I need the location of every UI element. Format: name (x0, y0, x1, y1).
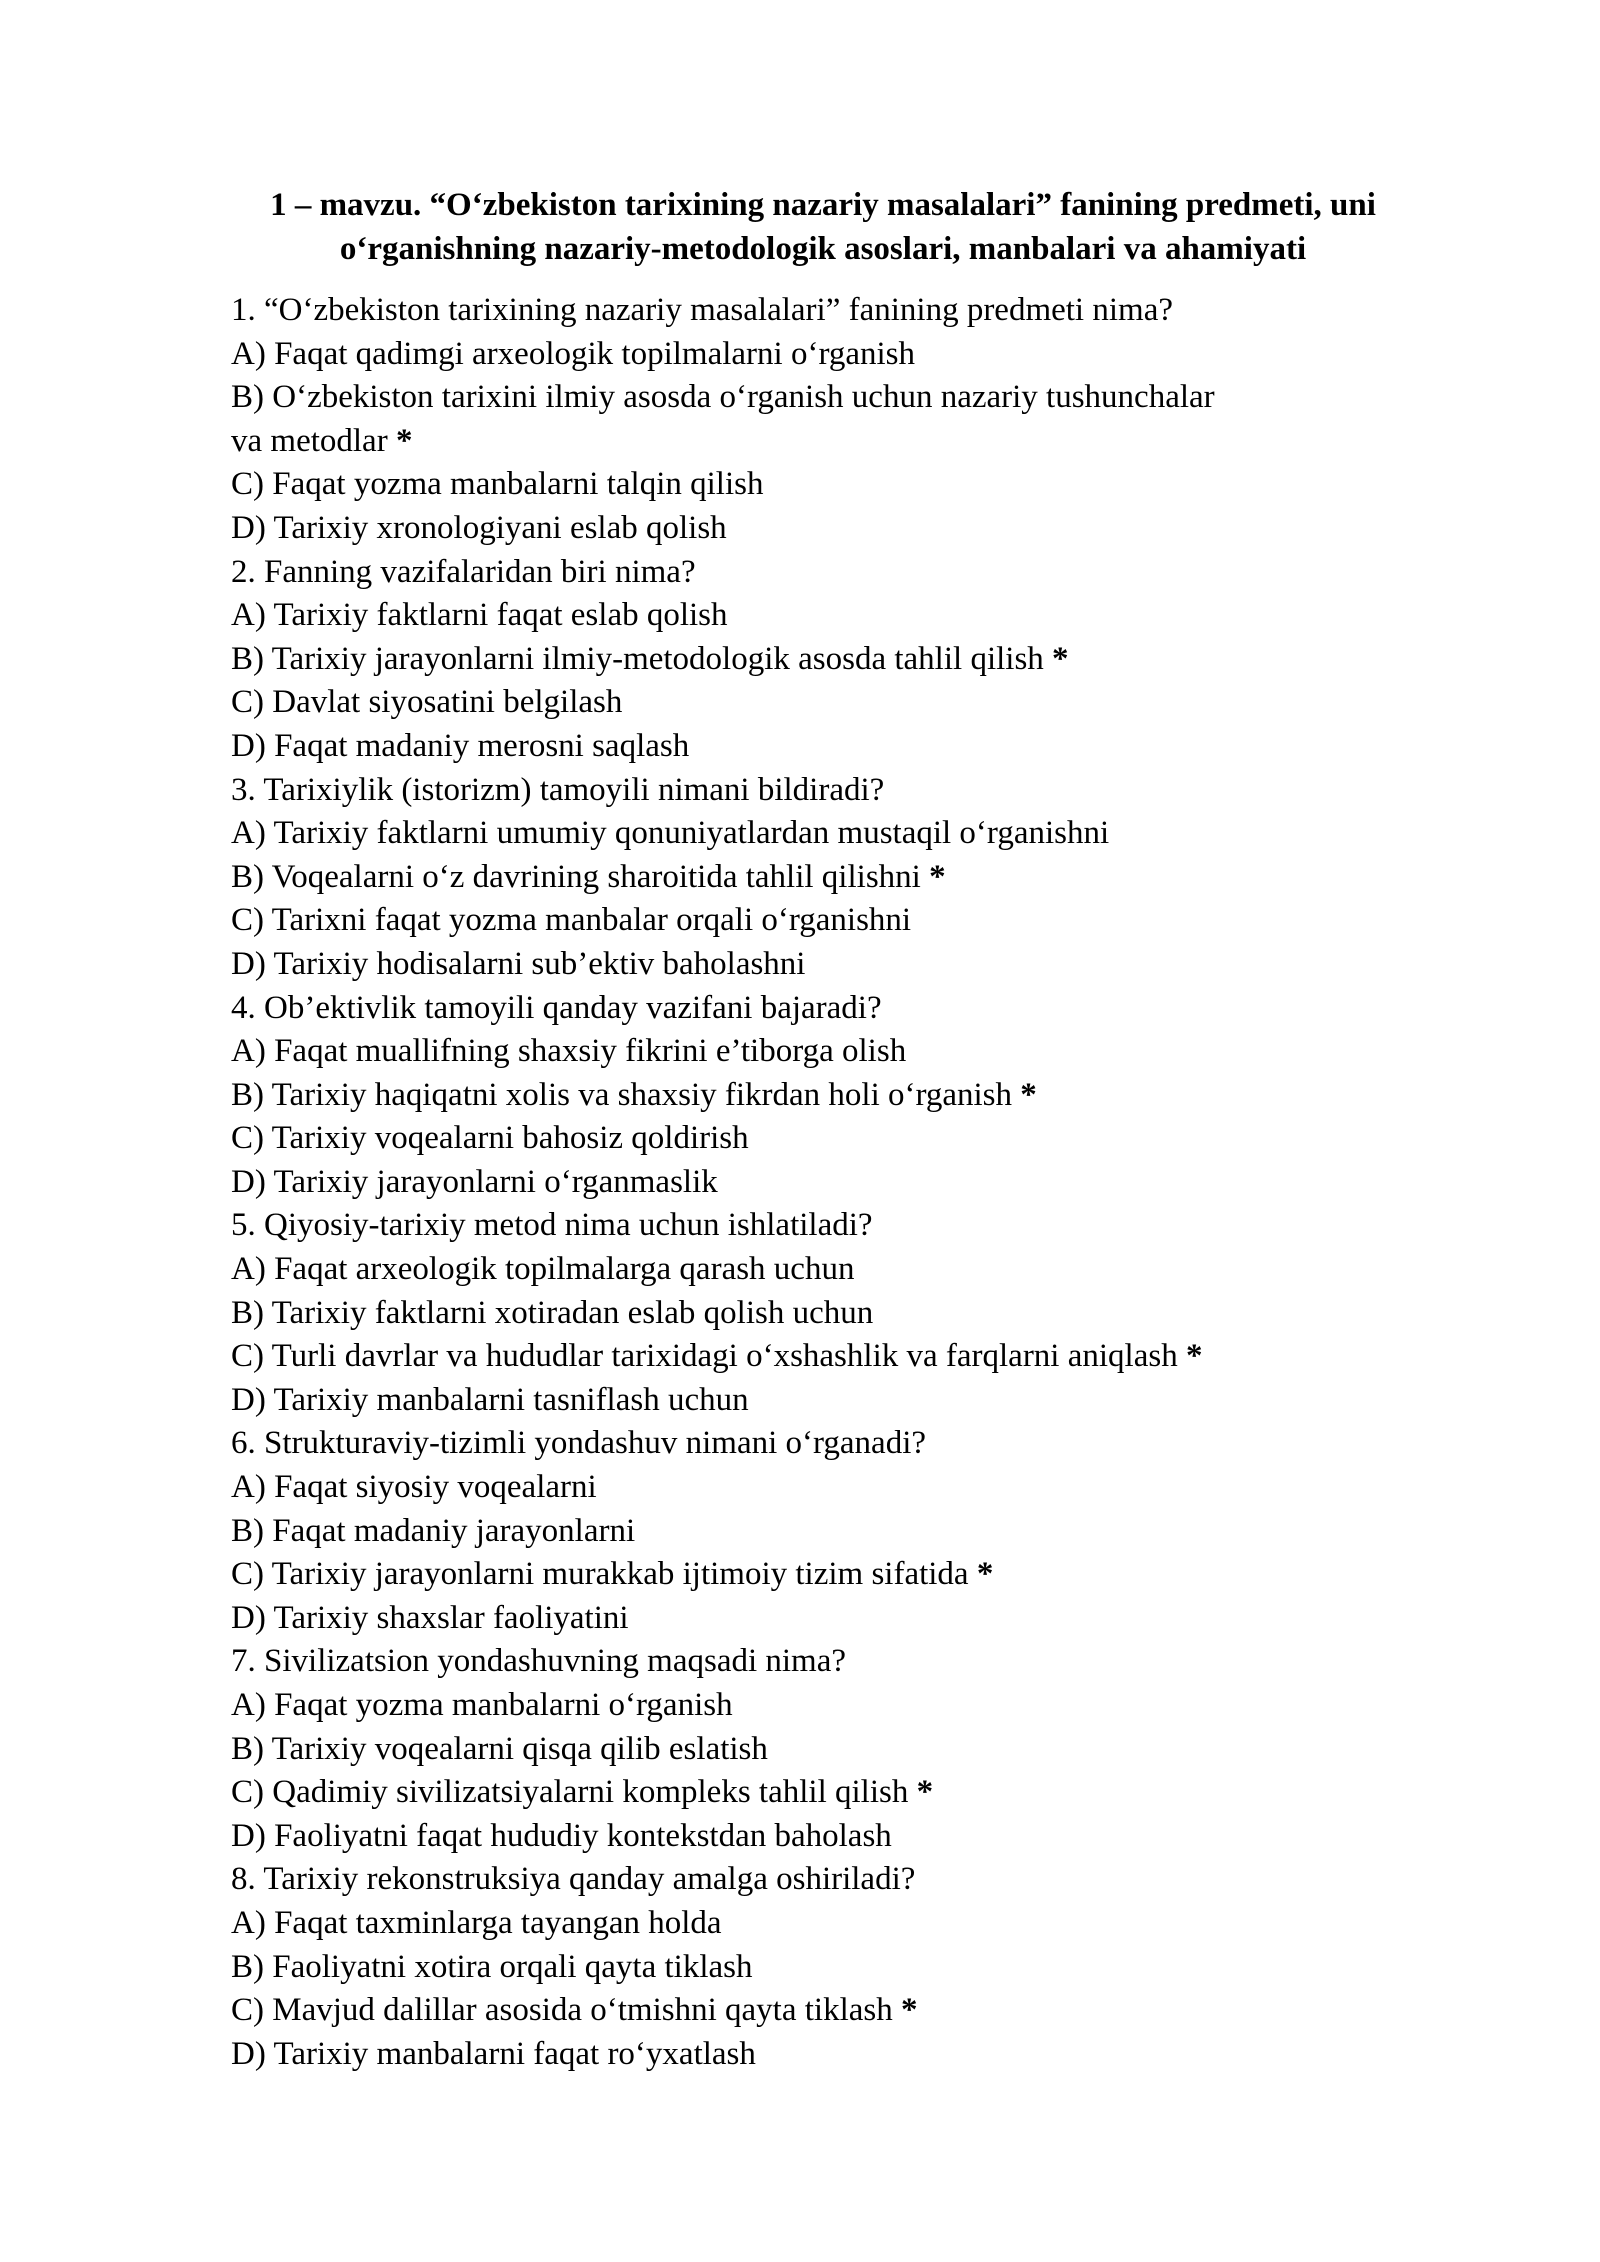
answer-option (231, 1379, 1410, 1423)
answer-option-text: A) Faqat siyosiy voqealarni (231, 1469, 597, 1506)
answer-option-text: D) Tarixiy manbalarni tasniflash uchun (231, 1381, 749, 1418)
answer-option-text: C) Faqat yozma manbalarni talqin qilish (231, 466, 764, 503)
answer-option-text: B) Faqat madaniy jarayonlarni (231, 1512, 636, 1549)
answer-option (231, 856, 1410, 900)
title-line-1: 1 – mavzu. “O‘zbekiston tarixining nazariy masalalari” fanining predmeti, uni (270, 187, 1376, 223)
answer-option-text: A) Faqat muallifning shaxsiy fikrini e’tiborga olish (231, 1033, 907, 1070)
correct-answer-marker: * (976, 1556, 994, 1593)
correct-answer-marker: * (1185, 1338, 1203, 1375)
title-line-2: o‘rganishning nazariy-metodologik asoslari, manbalari va ahamiyati (339, 231, 1307, 267)
answer-option (231, 333, 1410, 377)
answer-option (231, 1117, 1410, 1161)
answer-option (231, 1248, 1410, 1292)
answer-option (231, 1510, 1410, 1554)
answer-option-text: A) Faqat taxminlarga tayangan holda (231, 1904, 722, 1941)
answer-option (231, 507, 1410, 551)
correct-answer-marker: * (395, 422, 413, 459)
answer-option-text: C) Turli davrlar va hududlar tarixidagi o‘xshashlik va farqlarni aniqlash (231, 1338, 1178, 1375)
answer-option (231, 638, 1410, 682)
answer-option-text: C) Tarixiy voqealarni bahosiz qoldirish (231, 1120, 749, 1157)
answer-option (231, 1292, 1410, 1336)
answer-option-text: va metodlar (231, 422, 388, 459)
answer-option-text: A) Tarixiy faktlarni faqat eslab qolish (231, 597, 728, 634)
answer-option-text: D) Faoliyatni faqat hududiy kontekstdan baholash (231, 1817, 892, 1854)
answer-option (231, 1684, 1410, 1728)
answer-option-text: C) Qadimiy sivilizatsiyalarni kompleks tahlil qilish (231, 1774, 909, 1811)
answer-option-text: D) Tarixiy xronologiyani eslab qolish (231, 509, 727, 546)
answer-option (231, 1074, 1410, 1118)
question-text: 5. Qiyosiy-tarixiy metod nima uchun ishlatiladi? (231, 1207, 873, 1244)
question-text: 6. Strukturaviy-tizimli yondashuv nimani o‘rganadi? (231, 1425, 927, 1462)
answer-option-text: B) Tarixiy voqealarni qisqa qilib eslatish (231, 1730, 768, 1767)
answer-option (231, 899, 1410, 943)
answer-option (231, 943, 1410, 987)
answer-option (231, 725, 1410, 769)
answer-option-text: D) Tarixiy manbalarni faqat ro‘yxatlash (231, 2035, 756, 2072)
answer-option (231, 1989, 1410, 2033)
answer-option (231, 420, 1410, 464)
answer-option-text: B) Tarixiy faktlarni xotiradan eslab qolish uchun (231, 1294, 874, 1331)
answer-option-text: B) Voqealarni o‘z davrining sharoitida tahlil qilishni (231, 858, 921, 895)
correct-answer-marker: * (1052, 640, 1069, 677)
question-list (231, 289, 1410, 2076)
answer-option-text: D) Tarixiy jarayonlarni o‘rganmaslik (231, 1163, 718, 1200)
answer-option (231, 1815, 1410, 1859)
answer-option (231, 1902, 1410, 1946)
answer-option-text: D) Tarixiy shaxslar faoliyatini (231, 1599, 629, 1636)
page-title (231, 183, 1410, 271)
answer-option (231, 1335, 1410, 1379)
answer-option (231, 1597, 1410, 1641)
answer-option (231, 812, 1410, 856)
answer-option-text: B) Tarixiy jarayonlarni ilmiy-metodologik asosda tahlil qilish (231, 640, 1044, 677)
correct-answer-marker: * (916, 1774, 934, 1811)
answer-option (231, 1161, 1410, 1205)
question-text: 7. Sivilizatsion yondashuvning maqsadi nima? (231, 1643, 847, 1680)
answer-option-text: A) Faqat arxeologik topilmalarga qarash uchun (231, 1251, 855, 1288)
answer-option-text: C) Tarixni faqat yozma manbalar orqali o‘rganishni (231, 902, 912, 939)
answer-option (231, 1553, 1410, 1597)
answer-option-text: B) O‘zbekiston tarixini ilmiy asosda o‘rganish uchun nazariy tushunchalar (231, 379, 1215, 416)
answer-option (231, 1946, 1410, 1990)
question-text: 3. Tarixiylik (istorizm) tamoyili nimani bildiradi? (231, 771, 885, 808)
correct-answer-marker: * (1020, 1076, 1037, 1113)
answer-option (231, 1728, 1410, 1772)
answer-option (231, 463, 1410, 507)
answer-option-text: A) Faqat qadimgi arxeologik topilmalarni o‘rganish (231, 335, 915, 372)
answer-option-text: D) Faqat madaniy merosni saqlash (231, 727, 690, 764)
answer-option-text: A) Tarixiy faktlarni umumiy qonuniyatlardan mustaqil o‘rganishni (231, 815, 1110, 852)
answer-option-text: C) Mavjud dalillar asosida o‘tmishni qayta tiklash (231, 1992, 893, 2029)
answer-option (231, 2033, 1410, 2077)
answer-option-text: A) Faqat yozma manbalarni o‘rganish (231, 1687, 733, 1723)
correct-answer-marker: * (900, 1992, 918, 2029)
answer-option-text: B) Faoliyatni xotira orqali qayta tiklash (231, 1948, 753, 1985)
correct-answer-marker: * (929, 858, 946, 895)
answer-option (231, 1466, 1410, 1510)
answer-option-text: D) Tarixiy hodisalarni sub’ektiv baholashni (231, 945, 806, 982)
question-text: 4. Ob’ektivlik tamoyili qanday vazifani bajaradi? (231, 989, 882, 1026)
question-text: 8. Tarixiy rekonstruksiya qanday amalga oshiriladi? (231, 1861, 916, 1898)
answer-option (231, 594, 1410, 638)
answer-option (231, 1030, 1410, 1074)
answer-option (231, 681, 1410, 725)
answer-option-text: B) Tarixiy haqiqatni xolis va shaxsiy fikrdan holi o‘rganish (231, 1076, 1013, 1113)
answer-option-text: C) Davlat siyosatini belgilash (231, 684, 623, 721)
answer-option (231, 1771, 1410, 1815)
question-text: 1. “O‘zbekiston tarixining nazariy masalalari” fanining predmeti nima? (231, 292, 1173, 328)
answer-option (231, 376, 1410, 420)
question-text: 2. Fanning vazifalaridan biri nima? (231, 553, 696, 590)
answer-option-text: C) Tarixiy jarayonlarni murakkab ijtimoiy tizim sifatida (231, 1556, 969, 1593)
